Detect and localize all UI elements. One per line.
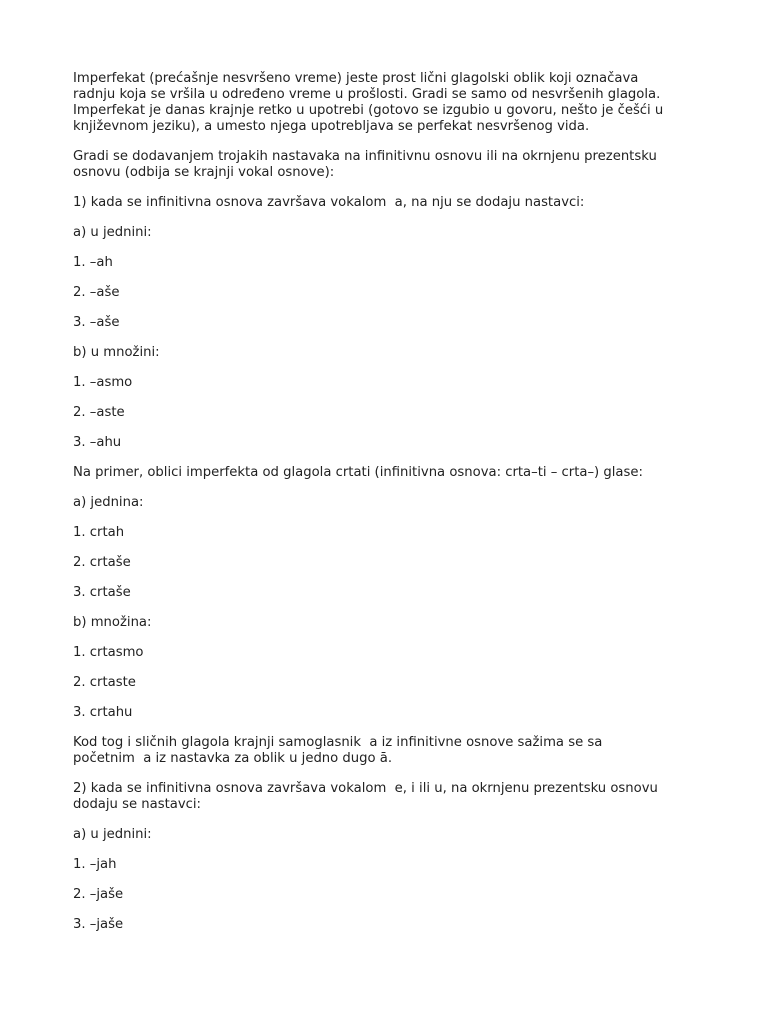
paragraph-intro: Imperfekat (prećašnje nesvršeno vreme) jeste prost lični glagolski oblik koji označava radnju koja se vršila u određeno vreme u prošlosti. Gradi se samo od nesvršenih glagola. Imperfekat je danas krajnje retko u upotrebi (gotovo se izgubio u govoru, nešto je češći u književnom jeziku), a umesto njega upotrebljava se perfekat nesvršenog vida. xyxy=(73,71,664,134)
list-item: 3. –jaše xyxy=(73,917,124,932)
list-item: 1. –jah xyxy=(73,857,117,872)
list-item: 3. crtaše xyxy=(73,585,131,600)
paragraph-contraction-note: Kod tog i sličnih glagola krajnji samoglasnik a iz infinitivne osnove sažima se sa početnim a iz nastavka za oblik u jedno dugo ā. xyxy=(73,735,603,766)
list-heading-plural: b) množina: xyxy=(73,615,152,630)
list-item: 3. crtahu xyxy=(73,705,133,720)
list-heading-singular: a) u jednini: xyxy=(73,225,152,240)
list-item: 2. crtaste xyxy=(73,675,136,690)
list-item: 1. –ah xyxy=(73,255,113,270)
list-item: 2. –jaše xyxy=(73,887,124,902)
list-item: 3. –aše xyxy=(73,315,120,330)
list-item: 2. –aše xyxy=(73,285,120,300)
list-item: 1. –asmo xyxy=(73,375,133,390)
list-item: 1. crtah xyxy=(73,525,125,540)
paragraph-formation: Gradi se dodavanjem trojakih nastavaka na infinitivnu osnovu ili na okrnjenu prezentsku osnovu (odbija se krajnji vokal osnove): xyxy=(73,149,657,180)
document-body xyxy=(73,71,733,947)
paragraph-rule-1: 1) kada se infinitivna osnova završava vokalom a, na nju se dodaju nastavci: xyxy=(73,195,585,210)
list-item: 3. –ahu xyxy=(73,435,122,450)
list-heading-plural: b) u množini: xyxy=(73,345,160,360)
list-item: 1. crtasmo xyxy=(73,645,144,660)
list-heading-singular: a) jednina: xyxy=(73,495,144,510)
paragraph-example: Na primer, oblici imperfekta od glagola crtati (infinitivna osnova: crta–ti – crta–) glase: xyxy=(73,465,643,480)
paragraph-rule-2: 2) kada se infinitivna osnova završava vokalom e, i ili u, na okrnjenu prezentsku osnovu dodaju se nastavci: xyxy=(73,781,658,812)
list-item: 2. crtaše xyxy=(73,555,131,570)
list-heading-singular: a) u jednini: xyxy=(73,827,152,842)
list-item: 2. –aste xyxy=(73,405,125,420)
